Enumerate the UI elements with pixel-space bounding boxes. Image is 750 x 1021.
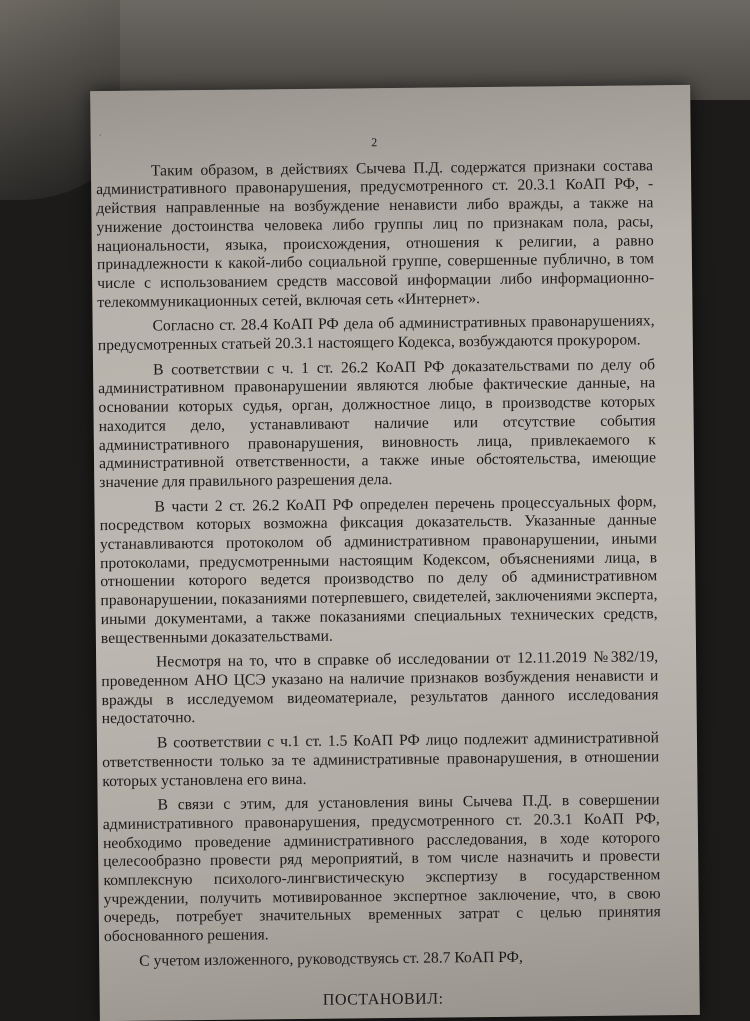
paragraph-4: В части 2 ст. 26.2 КоАП РФ определен перечень процессуальных форм, посредством которых возможна фиксация доказательств. Указанные данные устанавливаются протоколом об административном правонарушении, иными протоколами, предусмотренными настоящим Кодексом, объяснениями лица, в отношении которого ведется производство по делу об административном правонарушении, показаниями потерпевшего, свидетелей, заключениями эксперта, иными документами, а также показаниями специальных технических средств, вещественными доказательствами. (99, 492, 658, 647)
page-number: 2 (371, 135, 378, 150)
document-body (96, 130, 662, 1012)
paragraph-2: Согласно ст. 28.4 КоАП РФ дела об административных правонарушениях, предусмотренных статьей 20.3.1 настоящего Кодекса, возбуждаются прокурором. (97, 312, 655, 355)
paragraph-7: В связи с этим, для установления вины Сычева П.Д. в совершении административного правонарушения, предусмотренного ст. 20.3.1 КоАП РФ, необходимо проведение административного расследования, в ходе которого целесообразно провести ряд мероприятий, в том числе назначить и провести комплексную психолого-лингвистическую экспертизу в государственном учреждении, получить мотивированное экспертное заключение, что, в свою очередь, потребует значительных временных затрат с целью принятия обоснованного решения. (102, 791, 661, 946)
paragraph-1: Таким образом, в действиях Сычева П.Д. содержатся признаки состава административного правонарушения, предусмотренного ст. 20.3.1 КоАП РФ, - действия направленные на возбуждение ненависти либо вражды, а также на унижение достоинства человека либо группы лиц по признакам пола, расы, национальности, языка, происхождения, отношения к религии, а равно принадлежности к какой-либо социальной группе, совершенные публично, в том числе с использованием средств массовой информации либо информационно-телекоммуникационных сетей, включая сеть «Интернет». (96, 156, 655, 311)
paragraph-6: В соответствии с ч.1 ст. 1.5 КоАП РФ лицо подлежит административной ответственности только за те административные правонарушения, в отношении которых установлена его вина. (102, 729, 660, 790)
closing-line: С учетом изложенного, руководствуясь ст. 28.7 КоАП РФ, (139, 948, 523, 970)
pen-mark: ˙ (98, 133, 103, 145)
paragraph-3: В соответствии с ч. 1 ст. 26.2 КоАП РФ доказательствами по делу об административном правонарушении являются любые фактические данные, на основании которых судья, орган, должностное лицо, в производстве которых находится дело, устанавливают наличие или отсутствие события административного правонарушения, виновность лица, привлекаемого к административной ответственности, а также иные обстоятельства, имеющие значение для правильного разрешения дела. (98, 356, 657, 492)
decision-heading: ПОСТАНОВИЛ: (322, 990, 444, 1009)
paragraph-5: Несмотря на то, что в справке об исследовании от 12.11.2019 №382/19, проведенном АНО ЦСЭ указано на наличие признаков возбуждения ненависти и вражды в исследуемом видеоматериале, результатов данного исследования недостаточно. (101, 648, 659, 728)
document-page (90, 85, 700, 1021)
